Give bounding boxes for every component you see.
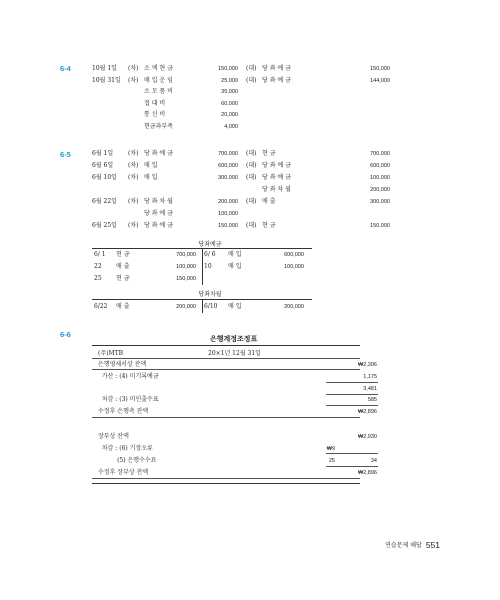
debit-amount: 4,000: [224, 124, 238, 130]
col1-amount: ₩9: [326, 446, 335, 452]
debit-account: 소 액 현 금: [144, 65, 173, 72]
debit-amount: 300,000: [218, 175, 238, 181]
row-label: 가산 : (4) 미기록예금: [98, 373, 159, 380]
credit-amount: 144,000: [370, 77, 390, 84]
credit-marker: (대): [246, 162, 257, 169]
debit-account: 현금과부족: [144, 123, 173, 130]
ledger-amount: 700,000: [176, 252, 196, 258]
col1-amount: 25: [328, 458, 335, 464]
ledger-amount: 150,000: [176, 276, 196, 282]
debit-account: 당 좌 예 금: [144, 150, 173, 157]
debit-marker: (차): [128, 222, 139, 229]
col2-amount: 3,481: [363, 386, 377, 392]
debit-amount: 35,000: [221, 89, 238, 96]
credit-marker: (대): [246, 174, 257, 181]
col2-amount: 34: [370, 458, 377, 464]
debit-marker: (차): [128, 150, 139, 157]
debit-amount: 25,000: [221, 77, 238, 84]
ledger-date: 6/ 1: [94, 251, 106, 258]
ledger-date: 6/ 6: [204, 251, 216, 258]
credit-marker: (대): [246, 150, 257, 157]
ledger-account: 매 입: [228, 251, 242, 258]
ledger-divider: [202, 299, 203, 313]
row-rule: [326, 466, 378, 467]
row-label: 은행영세서상 잔액: [98, 361, 147, 368]
debit-amount: 150,000: [218, 66, 238, 72]
entry-date: 6월 10일: [92, 174, 117, 181]
credit-account: 당 좌 예 금: [262, 65, 291, 72]
header-rule: [92, 358, 360, 359]
entry-date: 6월 25일: [92, 222, 117, 229]
col2-amount: ₩2,930: [358, 434, 377, 440]
debit-account: 당 좌 차 월: [144, 198, 173, 205]
debit-account: 접 대 비: [144, 99, 166, 107]
ledger-account: 매 입: [228, 303, 242, 310]
credit-marker: (대): [246, 76, 257, 84]
ledger-date: 10: [204, 263, 212, 270]
ledger-date: 22: [94, 263, 102, 270]
ledger-amount: 100,000: [284, 264, 304, 270]
debit-marker: (차): [128, 65, 139, 72]
entry-date: 10월 31일: [92, 76, 121, 84]
debit-account: 통 신 비: [144, 111, 166, 119]
table-bottom-rule: [92, 483, 360, 484]
debit-marker: (차): [128, 162, 139, 169]
problem-number-6-6: 6-6: [60, 330, 71, 339]
statement-date: 20×1년 12월 31일: [208, 350, 261, 357]
ledger-account: 매 입: [228, 263, 242, 270]
credit-amount: 200,000: [370, 187, 390, 193]
row-rule: [326, 382, 378, 383]
debit-amount: 200,000: [218, 199, 238, 205]
table-top-rule: [92, 345, 360, 346]
ledger-account: 현 금: [116, 251, 130, 258]
debit-amount: 60,000: [221, 100, 238, 107]
row-label: 장부상 잔액: [98, 433, 129, 440]
debit-amount: 20,000: [221, 112, 238, 119]
debit-amount: 100,000: [218, 211, 238, 217]
col2-amount: 1,175: [363, 374, 377, 380]
credit-amount: 100,000: [370, 175, 390, 181]
col2-amount: ₩2,306: [358, 362, 377, 368]
col2-amount: 585: [367, 397, 377, 403]
ledger-divider: [202, 248, 203, 285]
debit-marker: (차): [128, 76, 139, 84]
credit-account: 현 금: [262, 150, 276, 157]
row-rule: [92, 478, 360, 479]
debit-marker: (차): [128, 174, 139, 181]
credit-amount: 300,000: [370, 199, 390, 205]
row-label: 차감 : (3) 미인출수표: [98, 396, 159, 403]
row-label: 차감 : (6) 기장오류: [98, 445, 153, 452]
row-rule: [92, 417, 360, 418]
company-name: (주)MTB: [98, 350, 124, 357]
debit-amount: 150,000: [218, 223, 238, 229]
footer-label: 연습문제 해답: [385, 542, 422, 549]
col2-amount: ₩2,896: [358, 409, 377, 415]
ledger-date: 25: [94, 275, 102, 282]
page-footer: [385, 540, 440, 550]
credit-account: 당 좌 차 월: [262, 186, 291, 193]
credit-amount: 600,000: [370, 163, 390, 169]
credit-marker: (대): [246, 222, 257, 229]
credit-account: 매 출: [262, 198, 276, 205]
row-rule: [326, 394, 378, 395]
debit-amount: 600,000: [218, 163, 238, 169]
debit-account: 매 입: [144, 174, 158, 181]
credit-amount: 700,000: [370, 151, 390, 157]
entry-date: 6월 22일: [92, 198, 117, 205]
problem-number-6-4: 6-4: [60, 64, 71, 73]
debit-account: 당 좌 예 금: [144, 222, 173, 229]
ledger-amount: 100,000: [176, 264, 196, 270]
debit-account: 소 모 품 비: [144, 88, 173, 96]
debit-account: 매 입: [144, 162, 158, 169]
credit-account: 당 좌 예 금: [262, 174, 291, 181]
ledger-date: 6/22: [94, 303, 108, 310]
row-label: 수정후 장부상 잔액: [98, 469, 149, 476]
debit-amount: 700,000: [218, 151, 238, 157]
debit-account: 매 입 운 임: [144, 76, 173, 84]
ledger-date: 6/10: [204, 303, 218, 310]
row-label: (5) 은행수수료: [98, 457, 157, 464]
credit-marker: (대): [246, 198, 257, 205]
problem-number-6-5: 6-5: [60, 150, 71, 159]
credit-account: 현 금: [262, 222, 276, 229]
ledger-amount: 200,000: [284, 304, 304, 310]
col2-amount: ₩2,896: [358, 470, 377, 476]
ledger-title: 당좌차월: [198, 291, 222, 298]
reconciliation-title: 은행계정조정표: [210, 335, 258, 343]
ledger-amount: 600,000: [284, 252, 304, 258]
row-rule: [326, 405, 378, 406]
row-label: 수정후 은행측 잔액: [98, 408, 149, 415]
credit-amount: 150,000: [370, 66, 390, 72]
credit-marker: (대): [246, 65, 257, 72]
page-number: 551: [425, 540, 440, 550]
entry-date: 6월 1일: [92, 150, 114, 157]
row-rule: [326, 453, 378, 454]
entry-date: 6월 6일: [92, 162, 114, 169]
ledger-account: 매 출: [116, 263, 130, 270]
ledger-account: 현 금: [116, 275, 130, 282]
ledger-title: 당좌예금: [198, 241, 222, 248]
debit-marker: (차): [128, 198, 139, 205]
debit-account: 당 좌 예 금: [144, 210, 173, 217]
ledger-account: 매 출: [116, 303, 130, 310]
entry-date: 10월 1일: [92, 65, 117, 72]
credit-account: 당 좌 예 금: [262, 76, 291, 84]
ledger-amount: 200,000: [176, 304, 196, 310]
credit-amount: 150,000: [370, 223, 390, 229]
credit-account: 당 좌 예 금: [262, 162, 291, 169]
row-rule: [92, 369, 360, 370]
